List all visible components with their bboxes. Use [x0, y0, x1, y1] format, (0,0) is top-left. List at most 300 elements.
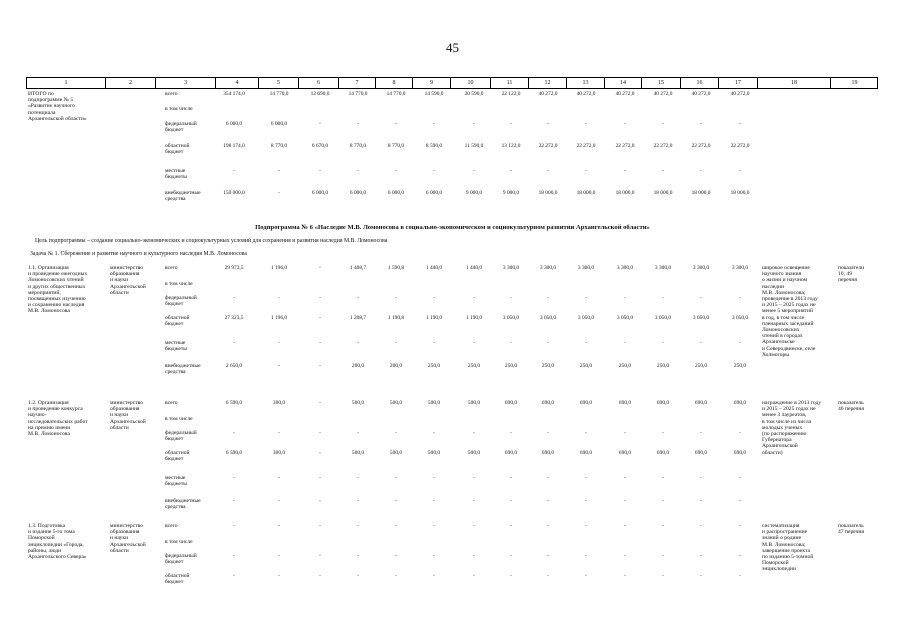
- item-3-cell: -: [473, 523, 475, 529]
- item-3-cell: -: [662, 573, 664, 579]
- item-2-cell: -: [233, 475, 235, 481]
- item-2-cell: -: [585, 475, 587, 481]
- item-1-cell: 3 300,0: [539, 265, 557, 271]
- item-3-cell: -: [624, 553, 626, 559]
- item-2-cell: -: [510, 430, 512, 436]
- item-1-cell: 27 323,5: [224, 315, 244, 321]
- header-cell-6: 6: [298, 78, 338, 88]
- item-2-cell: 690,0: [656, 400, 670, 406]
- item-2-cell: -: [510, 475, 512, 481]
- item-2-cell: -: [357, 430, 359, 436]
- item-3-cell: -: [547, 523, 549, 529]
- item-3-cell: -: [624, 573, 626, 579]
- item-2-cell: 300,0: [272, 400, 286, 406]
- item-2-cell: -: [319, 498, 321, 504]
- item-2-cell: -: [662, 475, 664, 481]
- item-3-cell: -: [319, 573, 321, 579]
- item-2-cell: 500,0: [389, 450, 403, 456]
- item-3-result: систематизация и распространение знаний о родине М.В. Ломоносова; завершение проекта по изданию 5-томной Поморской энциклопедии: [762, 523, 814, 573]
- item-1-cell: 250,0: [467, 363, 481, 369]
- total-cell: 11 590,0: [464, 143, 484, 149]
- item-1-cell: 3 300,0: [654, 265, 672, 271]
- total-cell: 40 272,0: [691, 91, 711, 97]
- item-1-cell: 3 300,0: [502, 265, 520, 271]
- page-number: 45: [446, 40, 459, 55]
- item-2-cell: -: [662, 498, 664, 504]
- item-3-cell: -: [278, 573, 280, 579]
- item-3-name: 1.3. Подготовка и издание 5-го тома Поморской энциклопедии «Города, районы, люди Архангельского Севера»: [28, 523, 87, 561]
- item-1-result: широкое освещение научного знания о жизни и научном наследии М.В. Ломоносова; проведение в 2013 году и 2015 – 2025 годах не менее 5 мероприятий в год, в том числе пленарных заседаний Ломоносовских чтений в городах Архангельске и Северодвинске, селе Холмогоры: [762, 265, 818, 358]
- item-1-cell: 1 440,0: [425, 265, 443, 271]
- item-2-cell: -: [510, 498, 512, 504]
- header-cell-14: 14: [604, 78, 641, 88]
- item-1-cell: -: [278, 363, 280, 369]
- item-2-cell: 690,0: [733, 450, 747, 456]
- item-3-cell: -: [510, 573, 512, 579]
- total-cell: 8 770,0: [270, 143, 288, 149]
- item-3-cell: -: [319, 553, 321, 559]
- item-3-cell: -: [585, 523, 587, 529]
- total-cell: 18 000,0: [576, 190, 596, 196]
- total-cell: 22 272,0: [576, 143, 596, 149]
- total-cell: -: [278, 168, 280, 174]
- item-1-cell: 1 208,7: [349, 315, 367, 321]
- item-2-cell: 6 590,0: [225, 400, 243, 406]
- item-3-cell: -: [700, 523, 702, 529]
- total-row-label: областной бюджет: [165, 143, 190, 156]
- item-1-cell: -: [357, 340, 359, 346]
- item-2-cell: 690,0: [618, 400, 632, 406]
- total-cell: -: [700, 168, 702, 174]
- item-1-cell: -: [319, 315, 321, 321]
- item-2-cell: 690,0: [504, 400, 518, 406]
- item-2-cell: -: [278, 475, 280, 481]
- item-1-cell: -: [700, 340, 702, 346]
- item-2-row-label: внебюджетные средства: [165, 498, 201, 511]
- header-right-border: [877, 78, 878, 88]
- item-3-cell: -: [547, 573, 549, 579]
- total-cell: 22 122,0: [501, 91, 521, 97]
- item-1-cell: 250,0: [733, 363, 747, 369]
- total-cell: -: [700, 121, 702, 127]
- total-cell: 6 000,0: [225, 121, 243, 127]
- item-3-cell: -: [700, 573, 702, 579]
- item-1-cell: 1 190,0: [425, 315, 443, 321]
- item-1-cell: -: [473, 295, 475, 301]
- item-3-cell: -: [278, 523, 280, 529]
- item-1-row-label: в том числе: [165, 281, 193, 287]
- table-header-row: [26, 77, 878, 89]
- item-1-indicator: показатели 10, 49 перечня: [838, 265, 865, 284]
- total-cell: 22 272,0: [615, 143, 635, 149]
- total-cell: -: [547, 121, 549, 127]
- header-cell-5: 5: [258, 78, 298, 88]
- item-2-cell: 500,0: [389, 400, 403, 406]
- item-1-cell: -: [624, 295, 626, 301]
- item-1-cell: -: [739, 295, 741, 301]
- item-1-row-label: федеральный бюджет: [165, 295, 197, 308]
- item-1-cell: 250,0: [427, 363, 441, 369]
- item-1-cell: -: [233, 340, 235, 346]
- item-1-cell: 29 973,5: [224, 265, 244, 271]
- item-2-row-label: местные бюджеты: [165, 475, 188, 488]
- total-cell: 9 000,0: [465, 190, 483, 196]
- total-cell: 6 000,0: [270, 121, 288, 127]
- item-2-cell: -: [624, 498, 626, 504]
- item-2-cell: 300,0: [272, 450, 286, 456]
- total-cell: 14 770,0: [386, 91, 406, 97]
- item-1-row-label: внебюджетные средства: [165, 363, 201, 376]
- item-2-cell: -: [433, 498, 435, 504]
- item-2-cell: -: [585, 498, 587, 504]
- item-1-cell: -: [319, 265, 321, 271]
- total-cell: 40 272,0: [730, 91, 750, 97]
- item-1-cell: 1 196,0: [270, 265, 288, 271]
- item-1-cell: -: [662, 340, 664, 346]
- item-2-cell: 690,0: [656, 450, 670, 456]
- total-cell: 6 000,0: [387, 190, 405, 196]
- item-3-cell: -: [739, 573, 741, 579]
- total-cell: -: [473, 121, 475, 127]
- total-cell: 14 770,0: [348, 91, 368, 97]
- total-cell: 6 670,0: [311, 143, 329, 149]
- total-cell: -: [739, 168, 741, 174]
- item-2-cell: 690,0: [579, 450, 593, 456]
- item-1-cell: 250,0: [579, 363, 593, 369]
- total-cell: -: [510, 121, 512, 127]
- item-1-cell: 3 050,0: [692, 315, 710, 321]
- item-1-row-label: местные бюджеты: [165, 340, 188, 353]
- item-1-cell: 1 190,0: [465, 315, 483, 321]
- header-cell-18: 18: [757, 78, 830, 88]
- header-cell-9: 9: [412, 78, 450, 88]
- item-2-executor: министерство образования и науки Архангельской области: [110, 400, 146, 431]
- item-1-cell: -: [739, 340, 741, 346]
- item-1-cell: -: [547, 340, 549, 346]
- item-2-cell: -: [473, 430, 475, 436]
- header-cell-2: 2: [105, 78, 155, 88]
- item-1-cell: -: [624, 340, 626, 346]
- item-1-cell: 3 050,0: [502, 315, 520, 321]
- item-2-cell: -: [278, 430, 280, 436]
- header-cell-7: 7: [338, 78, 375, 88]
- total-cell: -: [624, 121, 626, 127]
- item-2-cell: -: [319, 475, 321, 481]
- item-2-cell: -: [395, 430, 397, 436]
- item-2-cell: -: [739, 475, 741, 481]
- item-2-cell: -: [624, 475, 626, 481]
- item-2-cell: 690,0: [579, 400, 593, 406]
- item-1-cell: 250,0: [618, 363, 632, 369]
- item-1-cell: 2 650,0: [225, 363, 243, 369]
- item-1-cell: 1 190,8: [387, 315, 405, 321]
- header-cell-8: 8: [375, 78, 412, 88]
- item-2-cell: -: [319, 400, 321, 406]
- item-3-cell: -: [433, 573, 435, 579]
- header-cell-12: 12: [528, 78, 566, 88]
- item-2-cell: -: [547, 430, 549, 436]
- item-1-cell: 3 300,0: [616, 265, 634, 271]
- item-1-cell: 3 050,0: [616, 315, 634, 321]
- item-2-cell: -: [433, 475, 435, 481]
- item-2-cell: -: [473, 498, 475, 504]
- item-2-cell: -: [357, 475, 359, 481]
- item-3-cell: -: [319, 523, 321, 529]
- total-cell: 14 770,0: [269, 91, 289, 97]
- item-1-cell: 200,0: [389, 363, 403, 369]
- header-cell-16: 16: [680, 78, 718, 88]
- item-2-cell: 500,0: [351, 450, 365, 456]
- item-1-cell: -: [319, 340, 321, 346]
- total-cell: 8 590,0: [425, 143, 443, 149]
- item-2-result: награждение в 2013 году и 2015 – 2025 годах не менее 3 лауреатов, в том числе из числа молодых ученых (по распоряжению Губернатора Архангельской области): [762, 400, 822, 456]
- total-cell: 22 272,0: [730, 143, 750, 149]
- item-2-cell: -: [278, 498, 280, 504]
- item-2-cell: -: [547, 498, 549, 504]
- item-2-cell: -: [739, 498, 741, 504]
- item-2-cell: 500,0: [427, 400, 441, 406]
- item-2-cell: 690,0: [694, 450, 708, 456]
- item-1-cell: 200,0: [351, 363, 365, 369]
- item-1-cell: 3 050,0: [539, 315, 557, 321]
- total-row-label: федеральный бюджет: [165, 121, 197, 134]
- subprogram-title: Подпрограмма № 6 «Наследие М.В. Ломоносова в социально-экономическом и социокультурном развитии Архангельской области»: [255, 224, 650, 231]
- item-1-cell: 3 300,0: [731, 265, 749, 271]
- total-cell: 8 770,0: [387, 143, 405, 149]
- item-3-cell: -: [510, 523, 512, 529]
- item-2-cell: 6 590,0: [225, 450, 243, 456]
- item-1-row-label: всего: [165, 265, 178, 271]
- item-2-cell: -: [473, 475, 475, 481]
- item-2-cell: 500,0: [351, 400, 365, 406]
- total-cell: 14 590,0: [424, 91, 444, 97]
- item-3-cell: -: [357, 553, 359, 559]
- total-cell: -: [473, 168, 475, 174]
- item-2-cell: -: [319, 430, 321, 436]
- item-3-cell: -: [395, 573, 397, 579]
- item-3-cell: -: [624, 523, 626, 529]
- total-cell: -: [433, 121, 435, 127]
- item-2-name: 1.2. Организация и проведение конкурса научно- исследовательских работ на премию имени М.В. Ломоносова: [28, 400, 88, 438]
- item-1-cell: -: [278, 295, 280, 301]
- item-3-row-label: в том числе: [165, 539, 193, 545]
- item-2-cell: -: [233, 430, 235, 436]
- item-1-cell: -: [319, 363, 321, 369]
- item-3-row-label: всего: [165, 523, 178, 529]
- item-1-cell: -: [278, 340, 280, 346]
- item-2-cell: 500,0: [427, 450, 441, 456]
- total-cell: 6 000,0: [311, 190, 329, 196]
- item-2-cell: -: [395, 498, 397, 504]
- item-1-cell: 1 196,0: [270, 315, 288, 321]
- header-cell-1: 1: [26, 78, 105, 88]
- item-3-executor: министерство образования и науки Архангельской области: [110, 523, 146, 554]
- total-cell: -: [319, 168, 321, 174]
- item-2-cell: -: [319, 450, 321, 456]
- item-1-cell: -: [585, 295, 587, 301]
- item-1-cell: 1 590,8: [387, 265, 405, 271]
- total-cell: 150 000,0: [223, 190, 245, 196]
- item-2-cell: -: [739, 430, 741, 436]
- item-1-cell: -: [510, 340, 512, 346]
- item-1-cell: 3 050,0: [731, 315, 749, 321]
- total-cell: 6 000,0: [349, 190, 367, 196]
- task-heading: Задача № 1. Сбережение и развитие научного и культурного наследия М.В. Ломоносова: [30, 251, 247, 257]
- item-2-row-label: всего: [165, 400, 178, 406]
- total-cell: 13 122,0: [501, 143, 521, 149]
- total-cell: -: [319, 121, 321, 127]
- item-2-cell: -: [395, 475, 397, 481]
- item-1-cell: 250,0: [504, 363, 518, 369]
- item-3-cell: -: [433, 553, 435, 559]
- total-cell: 198 174,0: [223, 143, 245, 149]
- item-2-cell: -: [700, 498, 702, 504]
- item-1-cell: -: [357, 295, 359, 301]
- item-1-cell: 1 440,0: [465, 265, 483, 271]
- total-cell: -: [585, 121, 587, 127]
- item-1-cell: -: [510, 295, 512, 301]
- item-2-cell: -: [700, 475, 702, 481]
- total-cell: 354 174,0: [223, 91, 245, 97]
- item-2-cell: 690,0: [541, 400, 555, 406]
- item-1-cell: -: [700, 295, 702, 301]
- total-cell: 18 000,0: [730, 190, 750, 196]
- item-1-cell: 3 050,0: [654, 315, 672, 321]
- total-cell: -: [233, 168, 235, 174]
- item-2-cell: -: [233, 498, 235, 504]
- total-cell: -: [624, 168, 626, 174]
- item-1-cell: -: [547, 295, 549, 301]
- item-2-row-label: в том числе: [165, 416, 193, 422]
- item-3-cell: -: [233, 553, 235, 559]
- header-cell-10: 10: [450, 78, 490, 88]
- item-3-cell: -: [510, 553, 512, 559]
- item-1-cell: -: [395, 340, 397, 346]
- total-cell: -: [662, 121, 664, 127]
- total-cell: -: [433, 168, 435, 174]
- item-1-cell: 250,0: [541, 363, 555, 369]
- item-1-cell: 3 300,0: [692, 265, 710, 271]
- item-3-cell: -: [233, 523, 235, 529]
- item-3-row-label: федеральный бюджет: [165, 553, 197, 566]
- item-3-cell: -: [739, 523, 741, 529]
- item-3-cell: -: [473, 553, 475, 559]
- total-cell: 6 000,0: [425, 190, 443, 196]
- item-3-cell: -: [278, 553, 280, 559]
- item-1-cell: 1 408,7: [349, 265, 367, 271]
- item-2-cell: 500,0: [467, 400, 481, 406]
- total-cell: 22 272,0: [538, 143, 558, 149]
- total-row-label: внебюджетные средства: [165, 190, 201, 203]
- total-cell: -: [662, 168, 664, 174]
- header-cell-17: 17: [718, 78, 757, 88]
- item-1-cell: 250,0: [694, 363, 708, 369]
- item-3-cell: -: [357, 573, 359, 579]
- subprogram-goal: Цель подпрограммы – создание социально-экономических и социокультурных условий для сохранения и развития наследия М.В. Ломоносова: [35, 238, 388, 244]
- total-cell: 9 000,0: [502, 190, 520, 196]
- item-1-cell: -: [473, 340, 475, 346]
- total-cell: 18 000,0: [615, 190, 635, 196]
- total-cell: 40 272,0: [615, 91, 635, 97]
- item-3-cell: -: [233, 573, 235, 579]
- total-cell: -: [739, 121, 741, 127]
- item-1-cell: -: [662, 295, 664, 301]
- header-cell-13: 13: [566, 78, 604, 88]
- item-1-cell: -: [585, 340, 587, 346]
- item-2-row-label: федеральный бюджет: [165, 430, 197, 443]
- item-1-cell: -: [395, 295, 397, 301]
- header-cell-19: 19: [830, 78, 878, 88]
- header-cell-11: 11: [490, 78, 528, 88]
- item-3-cell: -: [395, 553, 397, 559]
- item-1-name: 1.1. Организация и проведение ежегодных Ломоносовских чтений и других общественных мероприятий, посвященных изучению и сохранению наследия М.В. Ломоносова: [28, 265, 88, 315]
- item-3-indicator: показатель 47 перечня: [838, 523, 864, 536]
- total-cell: -: [547, 168, 549, 174]
- total-cell: 40 272,0: [576, 91, 596, 97]
- item-2-cell: 690,0: [541, 450, 555, 456]
- total-cell: 18 000,0: [538, 190, 558, 196]
- item-3-cell: -: [585, 553, 587, 559]
- total-cell: 8 770,0: [349, 143, 367, 149]
- item-3-cell: -: [662, 523, 664, 529]
- total-row-label: в том числе: [165, 106, 193, 112]
- item-2-cell: -: [585, 430, 587, 436]
- item-1-cell: 3 300,0: [577, 265, 595, 271]
- total-cell: -: [510, 168, 512, 174]
- item-2-cell: 690,0: [733, 400, 747, 406]
- total-cell: -: [278, 190, 280, 196]
- item-3-cell: -: [547, 553, 549, 559]
- total-row-label: всего: [165, 91, 178, 97]
- total-cell: -: [395, 121, 397, 127]
- item-2-cell: -: [433, 430, 435, 436]
- item-3-cell: -: [739, 553, 741, 559]
- total-cell: 18 000,0: [691, 190, 711, 196]
- item-2-cell: -: [357, 498, 359, 504]
- item-2-cell: -: [700, 430, 702, 436]
- total-cell: -: [395, 168, 397, 174]
- header-cell-3: 3: [155, 78, 215, 88]
- total-cell: -: [357, 121, 359, 127]
- total-cell: 18 000,0: [653, 190, 673, 196]
- item-3-cell: -: [473, 573, 475, 579]
- total-row-label: местные бюджеты: [165, 168, 188, 181]
- item-2-cell: -: [547, 475, 549, 481]
- item-1-cell: -: [433, 340, 435, 346]
- item-2-cell: -: [662, 430, 664, 436]
- header-cell-15: 15: [641, 78, 680, 88]
- item-1-cell: 250,0: [656, 363, 670, 369]
- total-cell: 22 272,0: [691, 143, 711, 149]
- item-3-cell: -: [662, 553, 664, 559]
- item-3-cell: -: [433, 523, 435, 529]
- item-3-cell: -: [700, 553, 702, 559]
- item-1-cell: -: [433, 295, 435, 301]
- item-2-cell: 690,0: [694, 400, 708, 406]
- item-3-cell: -: [357, 523, 359, 529]
- total-cell: 12 690,0: [310, 91, 330, 97]
- item-2-cell: -: [624, 430, 626, 436]
- item-2-cell: 690,0: [618, 450, 632, 456]
- item-1-row-label: областной бюджет: [165, 315, 190, 328]
- total-cell: 20 590,0: [464, 91, 484, 97]
- item-1-cell: -: [233, 295, 235, 301]
- item-1-executor: министерство образования и науки Архангельской области: [110, 265, 146, 296]
- item-2-cell: 500,0: [467, 450, 481, 456]
- total-cell: 22 272,0: [653, 143, 673, 149]
- total-cell: 40 272,0: [538, 91, 558, 97]
- header-cell-4: 4: [215, 78, 258, 88]
